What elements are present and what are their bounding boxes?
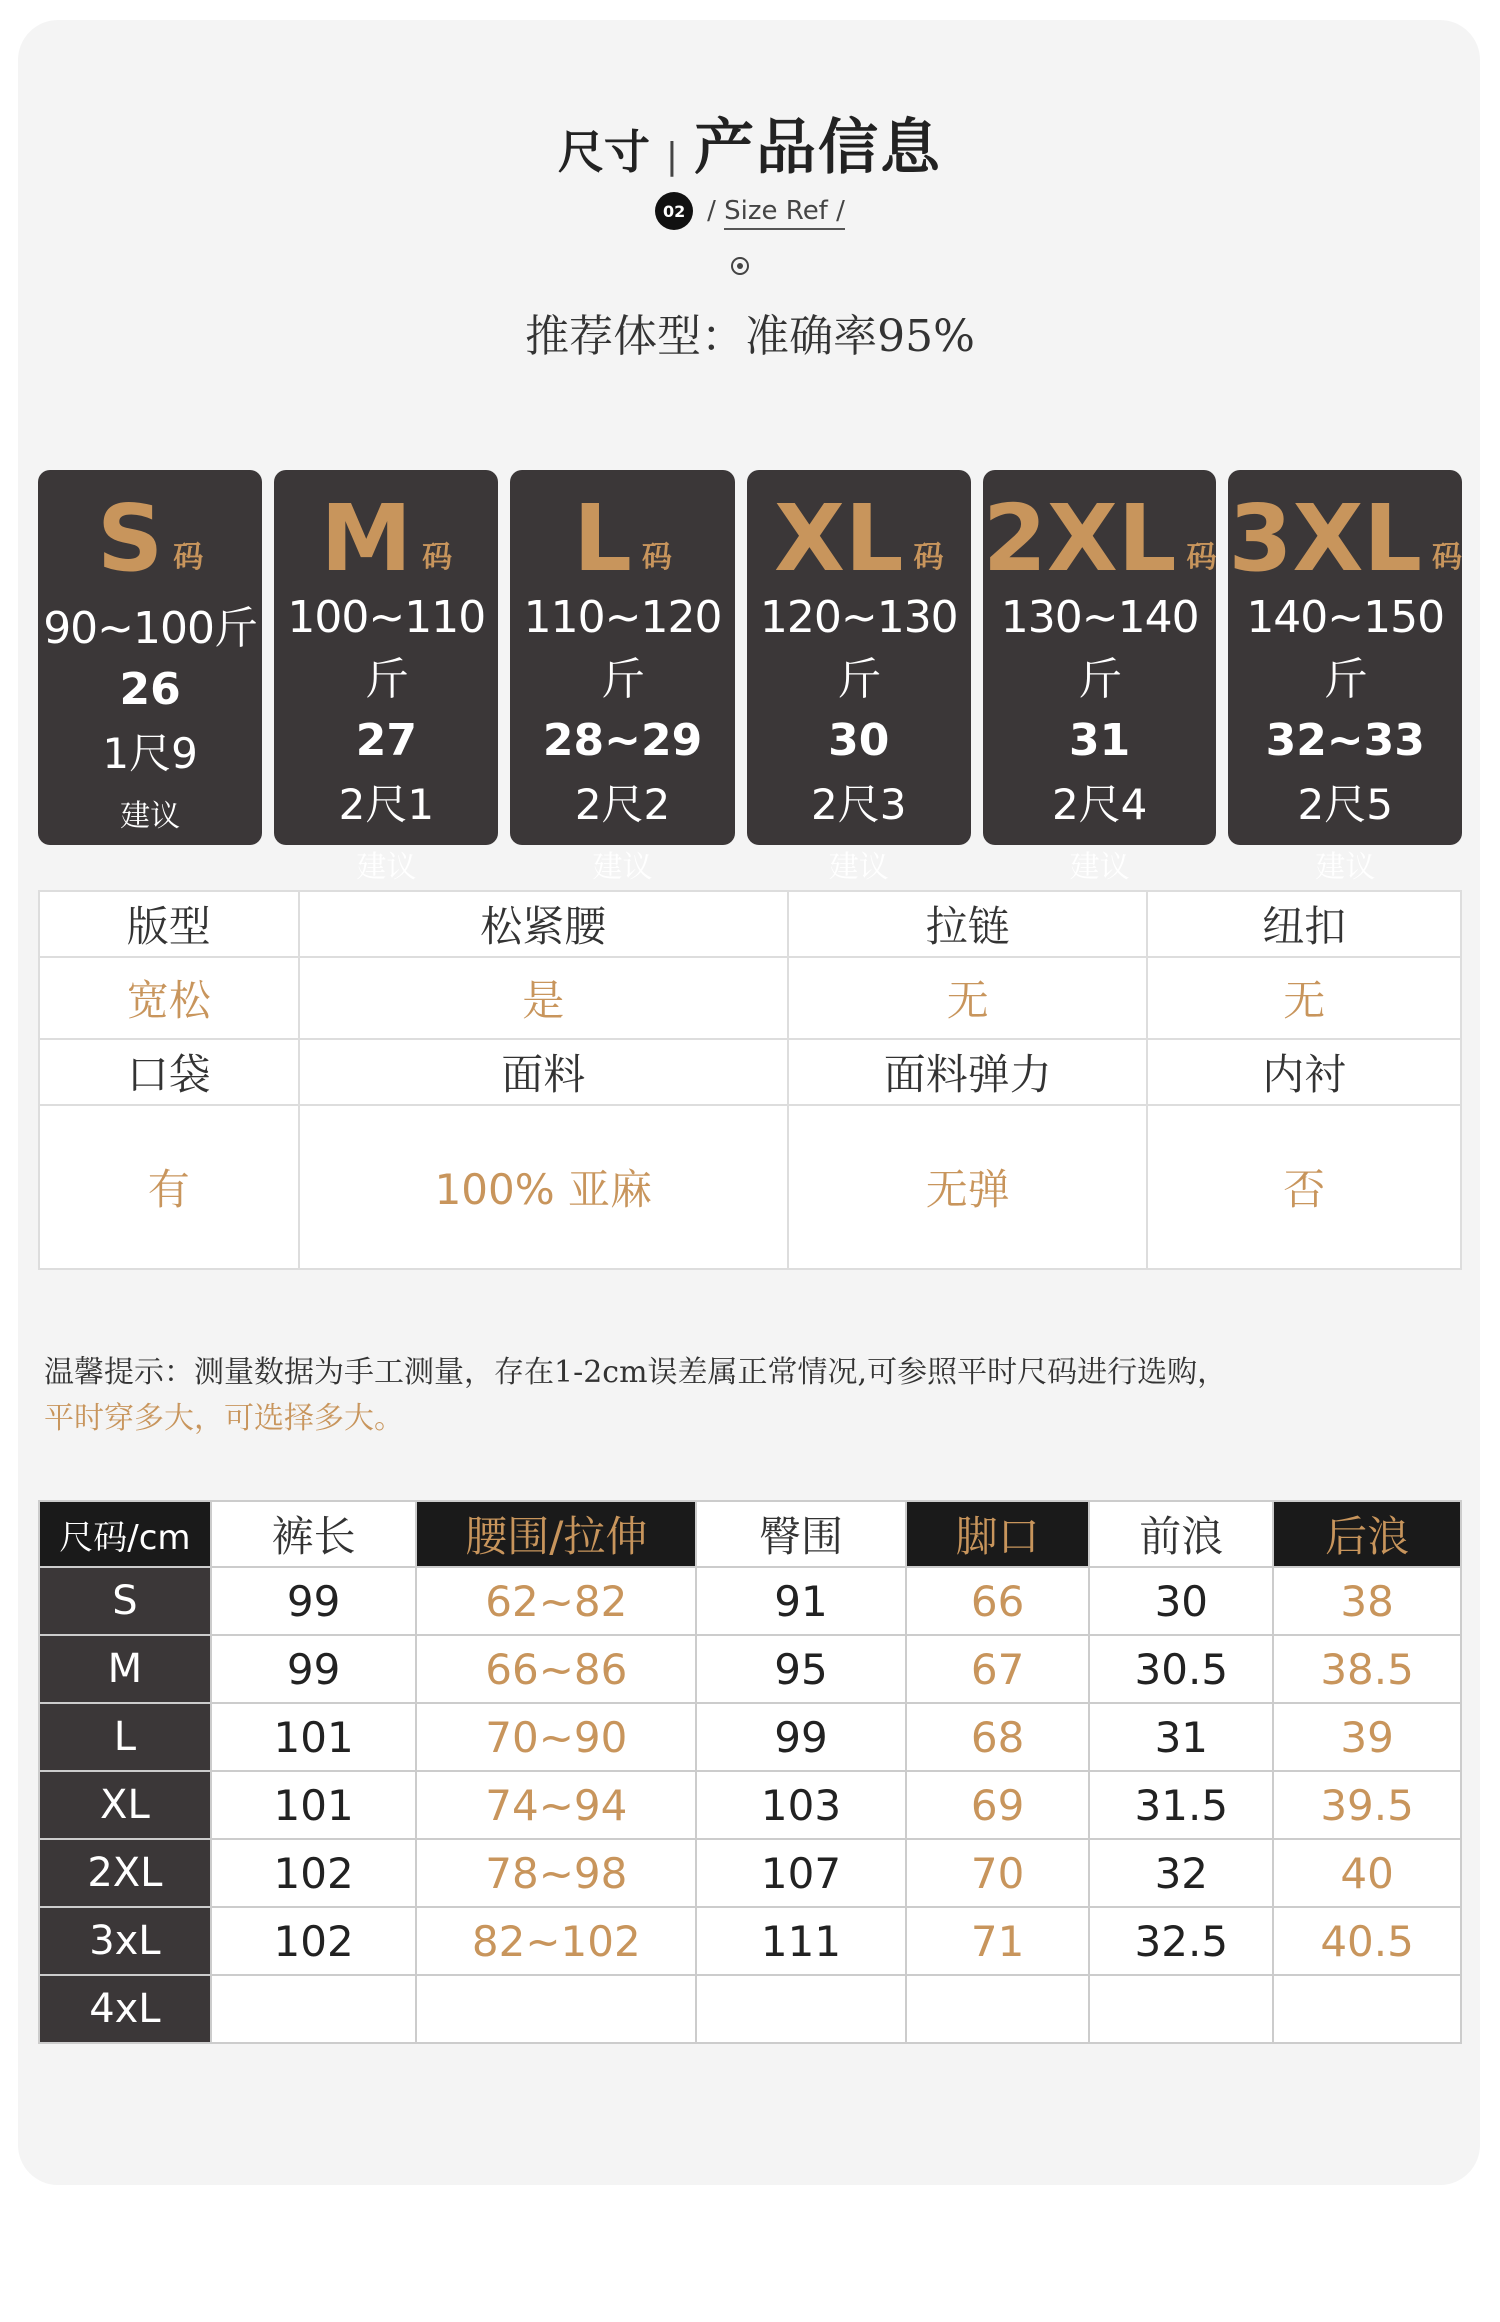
size-letter: S <box>96 485 164 592</box>
table-cell: 66 <box>906 1567 1090 1635</box>
dot-circle-icon <box>731 257 749 275</box>
size-weight: 120~130斤 <box>759 592 958 705</box>
table-cell: 78~98 <box>416 1839 696 1907</box>
attr-value: 无 <box>1147 957 1461 1039</box>
table-cell: 99 <box>211 1635 417 1703</box>
table-cell <box>1089 1975 1273 2043</box>
table-row <box>39 1567 1461 1635</box>
size-waist: 31 <box>1069 715 1131 766</box>
size-tip: 建议 <box>592 850 653 885</box>
size-ma-label: 码 <box>422 540 453 575</box>
notice-line-2: 平时穿多大，可选择多大。 <box>44 1401 404 1436</box>
size-tip: 建议 <box>120 799 181 834</box>
table-cell <box>416 1975 696 2043</box>
row-size-label: 3xL <box>39 1907 211 1975</box>
table-corner-header: 尺码/cm <box>39 1501 211 1567</box>
attr-label: 松紧腰 <box>299 891 788 957</box>
table-cell: 38 <box>1273 1567 1461 1635</box>
size-ma-label: 码 <box>913 540 944 575</box>
row-size-label: L <box>39 1703 211 1771</box>
table-row <box>39 1839 1461 1907</box>
table-cell: 102 <box>211 1907 417 1975</box>
size-chi: 2尺5 <box>1297 780 1393 829</box>
table-cell: 103 <box>696 1771 906 1839</box>
table-cell: 67 <box>906 1635 1090 1703</box>
size-card-xl <box>747 470 971 885</box>
attribute-table <box>38 890 1462 1270</box>
size-waist: 27 <box>355 715 417 766</box>
column-header: 前浪 <box>1089 1501 1273 1567</box>
section-number-badge: 02 <box>655 192 693 230</box>
row-size-label: M <box>39 1635 211 1703</box>
attr-label: 纽扣 <box>1147 891 1461 957</box>
title-small: 尺寸 <box>557 125 650 179</box>
size-letter: XL <box>773 485 904 592</box>
size-weight: 100~110斤 <box>287 592 486 705</box>
size-waist: 26 <box>119 664 181 715</box>
column-header: 脚口 <box>906 1501 1090 1567</box>
section-header <box>0 100 1500 230</box>
recommend-text: 推荐体型：准确率95% <box>525 311 975 362</box>
size-chi: 1尺9 <box>102 729 198 778</box>
table-cell: 102 <box>211 1839 417 1907</box>
table-cell: 32.5 <box>1089 1907 1273 1975</box>
table-cell: 66~86 <box>416 1635 696 1703</box>
size-ma-label: 码 <box>641 540 672 575</box>
size-letter: 3XL <box>1228 485 1423 592</box>
table-cell <box>1273 1975 1461 2043</box>
table-cell: 40.5 <box>1273 1907 1461 1975</box>
attr-label: 面料 <box>299 1039 788 1105</box>
table-row <box>39 1703 1461 1771</box>
table-cell: 99 <box>211 1567 417 1635</box>
table-cell: 101 <box>211 1703 417 1771</box>
table-cell: 91 <box>696 1567 906 1635</box>
size-weight: 140~150斤 <box>1246 592 1445 705</box>
size-letter: M <box>320 485 413 592</box>
attr-label: 内衬 <box>1147 1039 1461 1105</box>
size-weight: 90~100斤 <box>43 603 258 654</box>
table-cell: 62~82 <box>416 1567 696 1635</box>
column-header: 臀围 <box>696 1501 906 1567</box>
attr-value: 否 <box>1147 1105 1461 1269</box>
row-size-label: 2XL <box>39 1839 211 1907</box>
table-cell: 31.5 <box>1089 1771 1273 1839</box>
attr-value: 无弹 <box>788 1105 1147 1269</box>
size-card-2xl <box>982 470 1217 885</box>
size-tip: 建议 <box>828 850 889 885</box>
size-letter: L <box>573 485 632 592</box>
table-cell: 38.5 <box>1273 1635 1461 1703</box>
table-cell: 39.5 <box>1273 1771 1461 1839</box>
page-title: 产品信息 <box>694 113 943 183</box>
size-chi: 2尺2 <box>574 780 671 829</box>
measurement-notice <box>44 1350 1464 1442</box>
size-waist: 28~29 <box>542 715 703 766</box>
size-card-m <box>274 470 498 885</box>
attr-label: 版型 <box>39 891 299 957</box>
table-row <box>39 1907 1461 1975</box>
table-cell: 30 <box>1089 1567 1273 1635</box>
size-ma-label: 码 <box>1186 540 1217 575</box>
table-cell: 101 <box>211 1771 417 1839</box>
table-cell: 31 <box>1089 1703 1273 1771</box>
table-cell: 32 <box>1089 1839 1273 1907</box>
size-ma-label: 码 <box>1432 540 1463 575</box>
table-cell: 68 <box>906 1703 1090 1771</box>
section-subtitle <box>707 196 845 226</box>
row-size-label: 4xL <box>39 1975 211 2043</box>
size-ma-label: 码 <box>173 540 204 575</box>
size-table <box>38 1500 1462 2044</box>
attr-value: 100% 亚麻 <box>299 1105 788 1269</box>
attr-value: 无 <box>788 957 1147 1039</box>
attr-value: 有 <box>39 1105 299 1269</box>
table-row <box>39 1771 1461 1839</box>
table-cell: 107 <box>696 1839 906 1907</box>
column-header: 腰围/拉伸 <box>416 1501 696 1567</box>
table-cell: 111 <box>696 1907 906 1975</box>
size-card-s <box>38 470 262 845</box>
column-header: 后浪 <box>1273 1501 1461 1567</box>
size-weight: 130~140斤 <box>1000 592 1199 705</box>
table-cell <box>696 1975 906 2043</box>
table-cell: 69 <box>906 1771 1090 1839</box>
size-letter: 2XL <box>982 485 1177 592</box>
table-cell: 40 <box>1273 1839 1461 1907</box>
attr-label: 面料弹力 <box>788 1039 1147 1105</box>
table-cell: 95 <box>696 1635 906 1703</box>
size-tip: 建议 <box>1315 850 1376 885</box>
table-cell: 71 <box>906 1907 1090 1975</box>
row-size-label: S <box>39 1567 211 1635</box>
title-separator: | <box>665 136 679 177</box>
size-chi: 2尺3 <box>811 780 907 829</box>
attr-label: 口袋 <box>39 1039 299 1105</box>
table-cell: 70~90 <box>416 1703 696 1771</box>
table-cell <box>906 1975 1090 2043</box>
column-header: 裤长 <box>211 1501 417 1567</box>
table-cell: 30.5 <box>1089 1635 1273 1703</box>
size-card-l <box>510 470 734 885</box>
table-row <box>39 1975 1461 2043</box>
row-size-label: XL <box>39 1771 211 1839</box>
size-weight: 110~120斤 <box>523 592 722 705</box>
subtitle-text: Size Ref / <box>724 196 845 230</box>
table-cell: 70 <box>906 1839 1090 1907</box>
table-cell: 99 <box>696 1703 906 1771</box>
size-waist: 32~33 <box>1265 715 1425 766</box>
attr-label: 拉链 <box>788 891 1147 957</box>
size-waist: 30 <box>828 715 890 766</box>
size-chi: 2尺4 <box>1051 780 1148 829</box>
size-card-3xl <box>1228 470 1463 885</box>
size-tip: 建议 <box>1069 850 1130 885</box>
table-row <box>39 1635 1461 1703</box>
size-chi: 2尺1 <box>338 780 435 829</box>
table-cell: 39 <box>1273 1703 1461 1771</box>
table-cell: 82~102 <box>416 1907 696 1975</box>
attr-value: 是 <box>299 957 788 1039</box>
table-cell <box>211 1975 417 2043</box>
size-tip: 建议 <box>356 850 417 885</box>
subtitle-prefix: / <box>707 196 716 226</box>
size-cards <box>38 470 1463 885</box>
table-cell: 74~94 <box>416 1771 696 1839</box>
attr-value: 宽松 <box>39 957 299 1039</box>
notice-line-1: 温馨提示：测量数据为手工测量，存在1-2cm误差属正常情况,可参照平时尺码进行选购， <box>44 1355 1228 1390</box>
